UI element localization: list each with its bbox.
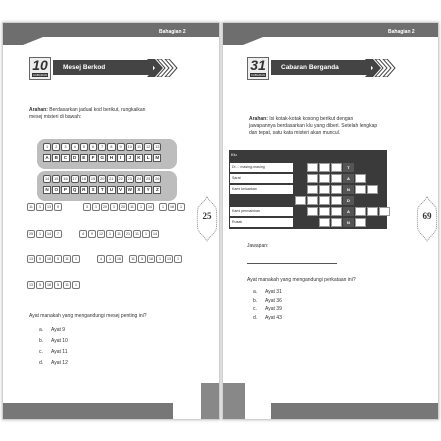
cipher-numbers-row-1 (43, 143, 161, 151)
instruction (29, 107, 145, 121)
code-box: 11 (129, 255, 137, 263)
crossword-cell[interactable] (307, 185, 318, 194)
cipher-letter: K (135, 154, 143, 162)
option-4[interactable] (39, 360, 68, 366)
instruction-bold: Arahan: (249, 116, 268, 122)
cipher-number: 3 (61, 143, 69, 151)
option-text: Ayat 39 (265, 306, 282, 312)
option-text: Ayat 11 (51, 349, 68, 355)
code-box: 1 (137, 203, 145, 211)
code-word (97, 255, 123, 263)
top-band-shape (3, 23, 220, 45)
cipher-table-2 (37, 171, 177, 201)
cipher-number: 22 (117, 175, 125, 183)
option-letter: b. (253, 297, 258, 304)
code-box: 3 (83, 203, 91, 211)
key-letter: N (343, 218, 354, 227)
cipher-letter: U (107, 186, 115, 194)
code-box: 11 (128, 203, 136, 211)
crossword-cell[interactable] (331, 185, 342, 194)
instruction-text-2: mesej misteri di bawah: (29, 114, 82, 120)
code-box: 14 (47, 232, 51, 236)
code-box: 7 (54, 230, 62, 238)
page-number: 69 (422, 211, 432, 221)
code-box: 1 (174, 255, 182, 263)
crossword-cell[interactable] (355, 218, 366, 227)
code-box: 1 (156, 255, 164, 263)
code-box: 5 (138, 255, 146, 263)
code-box: 1 (177, 203, 185, 211)
code-box: 20 (103, 205, 107, 209)
cipher-letter: I (117, 154, 125, 162)
option-letter: a. (253, 289, 258, 295)
crossword-grid (229, 150, 387, 229)
crossword-cell[interactable] (331, 196, 342, 205)
code-word (27, 203, 62, 211)
cipher-number: 11 (135, 143, 143, 151)
cipher-letter: M (153, 154, 161, 162)
option-text: Ayat 43 (265, 314, 282, 321)
instruction-bold: Arahan: (29, 107, 48, 113)
code-box: 1 (36, 230, 44, 238)
cipher-number: 6 (89, 143, 97, 151)
challenge-caption: CABARAN (32, 73, 48, 77)
crossword-cell[interactable] (379, 207, 390, 216)
right-page (222, 22, 439, 420)
crossword-cell[interactable] (355, 174, 366, 183)
option-letter: c. (253, 306, 257, 312)
challenge-badge (29, 57, 51, 80)
cipher-number: 24 (135, 175, 143, 183)
cipher-number: 13 (153, 143, 161, 151)
cipher-number: 7 (98, 143, 106, 151)
code-box: 11 (27, 203, 35, 211)
code-box: 9 (88, 230, 96, 238)
code-box: 1 (72, 281, 80, 289)
key-letter: A (343, 174, 354, 183)
cipher-table-1 (37, 139, 177, 169)
code-box: 13 (47, 205, 51, 209)
cipher-number: 14 (43, 175, 51, 183)
cipher-letter: J (126, 154, 134, 162)
option-text: Ayat 9 (51, 327, 66, 333)
option-text: Ayat 36 (265, 297, 282, 304)
option-3[interactable] (253, 306, 282, 312)
code-box: 5 (36, 255, 44, 263)
cipher-letters-row-2 (43, 186, 161, 194)
code-box: 25 (29, 232, 33, 236)
code-box: 13 (167, 257, 171, 261)
crossword-cell[interactable] (319, 207, 330, 216)
crossword-cell[interactable] (331, 163, 342, 172)
code-box: 11 (133, 230, 141, 238)
instruction (249, 116, 377, 137)
cipher-number: 15 (52, 175, 60, 183)
cipher-letter: P (61, 186, 69, 194)
cipher-letter: A (43, 154, 51, 162)
code-box: 12 (99, 232, 103, 236)
code-box: 13 (29, 257, 33, 261)
cipher-number: 26 (153, 175, 161, 183)
grid-header: Klu (231, 152, 237, 157)
code-box: 1 (110, 203, 118, 211)
cipher-letters-row-1 (43, 154, 161, 162)
cipher-number: 18 (80, 175, 88, 183)
page-number: 25 (202, 211, 212, 221)
code-box: 5 (36, 281, 44, 289)
crossword-cell[interactable] (319, 218, 330, 227)
cipher-numbers-row-2 (43, 175, 161, 183)
section-label: Bahagian 2 (388, 29, 415, 35)
crossword-cell[interactable] (331, 174, 342, 183)
key-letter: A (343, 207, 354, 216)
crossword-cell[interactable] (331, 207, 342, 216)
code-box: 21 (126, 232, 130, 236)
key-letter: T (343, 163, 354, 172)
cipher-letter: R (80, 186, 88, 194)
crossword-clue: Rusak (230, 218, 293, 227)
cipher-letter: Q (71, 186, 79, 194)
code-box: 1 (106, 230, 114, 238)
key-letter: N (343, 185, 354, 194)
cipher-number: 4 (71, 143, 79, 151)
cipher-number: 21 (107, 175, 115, 183)
code-box: 4 (97, 255, 105, 263)
cipher-letter: H (107, 154, 115, 162)
crossword-cell[interactable] (367, 185, 378, 194)
cipher-number: 19 (89, 175, 97, 183)
cipher-letter: D (71, 154, 79, 162)
cipher-number: 12 (144, 143, 152, 151)
code-box: 11 (115, 230, 123, 238)
cipher-number: 1 (43, 143, 51, 151)
option-text: Ayat 10 (51, 338, 68, 344)
cipher-number: 23 (126, 175, 134, 183)
option-letter: c. (39, 349, 43, 355)
code-word (129, 255, 182, 263)
answer-line[interactable] (247, 263, 337, 264)
cipher-letter: O (52, 186, 60, 194)
cipher-number: 16 (61, 175, 69, 183)
crossword-cell[interactable] (307, 174, 318, 183)
challenge-header (29, 57, 179, 81)
left-page (2, 22, 220, 420)
crossword-cell[interactable] (295, 196, 306, 205)
option-letter: a. (39, 327, 44, 333)
instruction-text-3: dan tepat, satu kata misteri akan muncul. (249, 130, 341, 136)
challenge-number: 31 (250, 57, 266, 73)
instruction-text-2: jawapannya berdasarkan klu yang diberi. Setelah lengkap (249, 123, 378, 129)
bottom-corner-band (223, 383, 245, 420)
code-box: 4 (79, 230, 87, 238)
option-text: Ayat 12 (51, 360, 68, 366)
cipher-number: 8 (107, 143, 115, 151)
code-word (159, 203, 185, 211)
page-number-badge-right (416, 196, 438, 242)
answer-label: Jawapan: (247, 243, 269, 249)
cipher-number: 25 (144, 175, 152, 183)
crossword-cell[interactable] (319, 196, 330, 205)
cipher-number: 17 (71, 175, 79, 183)
code-box: 1 (142, 230, 150, 238)
code-box: 16 (117, 257, 121, 261)
question: Ayat manakah yang mengandungi mesej penting ini? (29, 313, 147, 319)
section-label: Bahagian 2 (159, 29, 186, 35)
cipher-letter: C (61, 154, 69, 162)
cipher-letter: F (89, 154, 97, 162)
code-box: 9 (54, 203, 62, 211)
key-letter: D (343, 196, 354, 205)
challenge-title: Cabaran Berganda (271, 60, 371, 75)
code-box: 20 (121, 205, 125, 209)
code-box: 16 (170, 205, 174, 209)
cipher-letter: S (89, 186, 97, 194)
code-box: 18 (47, 257, 51, 261)
top-band (3, 23, 219, 45)
option-letter: b. (39, 338, 44, 344)
crossword-clue: Sarat (230, 174, 293, 183)
option-2[interactable] (39, 338, 68, 344)
cipher-letter: Y (144, 186, 152, 194)
crossword-clue: Di ... masing-masing (230, 163, 293, 172)
code-word (27, 255, 80, 263)
page-number-badge-left (196, 196, 218, 242)
code-box: 5 (54, 281, 62, 289)
code-word (83, 203, 154, 211)
code-word (27, 281, 80, 289)
cipher-number: 9 (117, 143, 125, 151)
chevron-arrows-icon (365, 59, 397, 77)
cipher-letter: V (117, 186, 125, 194)
challenge-caption: CABARAN (250, 73, 266, 77)
option-letter: d. (39, 360, 44, 366)
crossword-cell[interactable] (319, 174, 330, 183)
bottom-corner-band (201, 383, 220, 420)
top-band (223, 23, 438, 45)
challenge-number: 10 (32, 57, 48, 73)
cipher-letter: X (135, 186, 143, 194)
chevron-arrows-icon (147, 59, 179, 77)
cipher-letter: G (98, 154, 106, 162)
option-text: Ayat 31 (265, 289, 282, 295)
crossword-cell[interactable] (355, 207, 366, 216)
option-letter: d. (253, 314, 258, 321)
crossword-cell[interactable] (307, 163, 318, 172)
code-word (79, 230, 159, 238)
code-box: 1 (72, 255, 80, 263)
crossword-cell[interactable] (331, 218, 342, 227)
code-box: 18 (149, 257, 153, 261)
bottom-band (3, 403, 173, 420)
crossword-cell[interactable] (355, 185, 366, 194)
code-box: 1 (36, 203, 44, 211)
challenge-badge (247, 57, 269, 80)
crossword-clue (230, 196, 293, 205)
code-box: 14 (148, 205, 152, 209)
crossword-cell[interactable] (319, 163, 330, 172)
instruction-text-1: Isi kotak-kotak kosong berikut dengan (269, 116, 354, 122)
cipher-letter: B (52, 154, 60, 162)
code-box: 11 (63, 255, 71, 263)
code-box: 1 (159, 203, 167, 211)
code-box: 5 (54, 255, 62, 263)
crossword-clue: Kami keluarkan (230, 185, 293, 194)
cipher-letter: L (144, 154, 152, 162)
cipher-number: 10 (126, 143, 134, 151)
code-box: 18 (47, 283, 51, 287)
option-1[interactable] (253, 289, 282, 295)
option-2[interactable] (253, 298, 282, 304)
question: Ayat manakah yang mengandungi perkataan ini? (247, 277, 356, 283)
challenge-title: Mesej Berkod (53, 60, 153, 75)
code-box: 1 (92, 203, 100, 211)
code-box: 13 (29, 283, 33, 287)
challenge-header (247, 57, 397, 81)
option-1[interactable] (39, 327, 65, 333)
cipher-letter: T (98, 186, 106, 194)
option-4[interactable] (253, 315, 282, 321)
cipher-letter: Z (153, 186, 161, 194)
code-box: 14 (153, 232, 157, 236)
crossword-cell[interactable] (319, 185, 330, 194)
crossword-cell[interactable] (307, 196, 318, 205)
cipher-number: 20 (98, 175, 106, 183)
code-box: 11 (63, 281, 71, 289)
crossword-cell[interactable] (367, 207, 378, 216)
cipher-letter: E (80, 154, 88, 162)
code-word (27, 230, 62, 238)
cipher-letter: W (126, 186, 134, 194)
cipher-letter: N (43, 186, 51, 194)
crossword-cell[interactable] (307, 207, 318, 216)
crossword-clue: Kami permainkan (230, 207, 293, 216)
instruction-text-1: Berdasarkan jadual kod berikut, rungkaikan (49, 107, 146, 113)
cipher-number: 2 (52, 143, 60, 151)
cipher-number: 5 (80, 143, 88, 151)
option-3[interactable] (39, 349, 68, 355)
code-box: 1 (106, 255, 114, 263)
bottom-band (271, 403, 439, 420)
